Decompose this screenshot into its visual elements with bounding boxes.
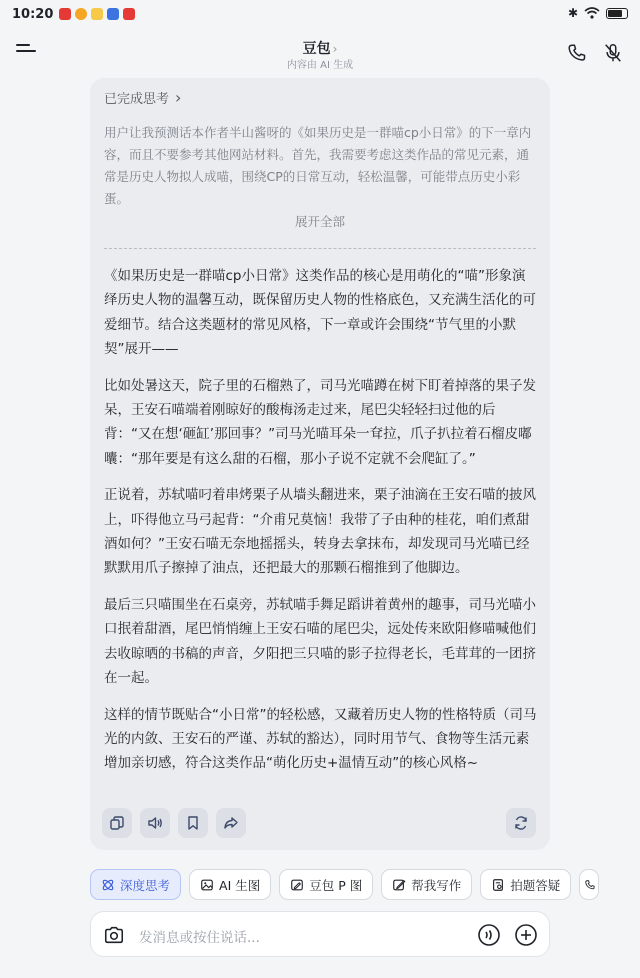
app-notification-icon: [91, 8, 103, 20]
app-notification-icon: [59, 8, 71, 20]
bookmark-icon: [185, 815, 201, 831]
ai-message-card: [90, 78, 550, 850]
mic-off-icon: [602, 42, 624, 64]
phone-icon: [584, 879, 596, 891]
bookmark-button[interactable]: [178, 808, 208, 838]
image-icon: [200, 878, 214, 892]
status-bar: [0, 0, 640, 28]
answer-body: [104, 264, 538, 788]
status-time: 10:20: [12, 6, 54, 22]
chat-title-text: 豆包: [302, 41, 331, 57]
tool-label: AI 生图: [219, 877, 261, 893]
regenerate-button[interactable]: [506, 808, 536, 838]
tool-more[interactable]: [579, 869, 599, 900]
voice-call-button[interactable]: [477, 923, 501, 947]
app-notification-icon: [107, 8, 119, 20]
thinking-toggle[interactable]: [104, 88, 181, 107]
tool-photo-edit[interactable]: [279, 869, 373, 900]
chevron-right-icon: ›: [175, 88, 182, 107]
voice-wave-icon: [477, 923, 501, 947]
wifi-icon: [584, 7, 600, 19]
atom-icon: [101, 878, 115, 892]
answer-paragraph: 最后三只喵围坐在石桌旁，苏轼喵手舞足蹈讲着黄州的趣事，司马光喵小口抿着甜酒，尾巴悄悄缠上王安石喵的尾巴尖，远处传来欧阳修喵喊他们去收晾晒的书稿的声音，夕阳把三只喵的影子拉得老长，毛茸茸的一团挤在一起。: [104, 596, 536, 687]
chevron-right-icon: ›: [332, 42, 338, 56]
tool-label: 豆包 P 图: [309, 877, 363, 893]
chat-header: [0, 30, 640, 74]
answer-paragraph: 正说着，苏轼喵叼着串烤栗子从墙头翻进来，栗子油滴在王安石喵的披风上，吓得他立马弓起背：“介甫兄莫恼！我带了子由种的桂花，咱们煮甜酒如何？”王安石喵无奈地摇摇头，转身去拿抹布，却发现司马光喵已经默默用爪子擦掉了油点，还把最大的那颗石榴推到了他脚边。: [104, 487, 536, 577]
tool-deep-thinking[interactable]: [90, 869, 181, 900]
bluetooth-icon: ✱: [567, 6, 578, 20]
plus-icon: [514, 923, 538, 947]
app-notification-icon: [123, 8, 135, 20]
phone-icon: [566, 42, 588, 64]
thinking-text: 用户让我预测话本作者半山酱呀的《如果历史是一群喵cp小日常》的下一章内容，而且不要参考其他网站材料。首先，我需要考虑这类作品的常见元素，通常是历史人物拟人成喵，围绕CP的日常互动，轻松温馨，可能带点历史小彩蛋。: [104, 125, 532, 206]
mute-button[interactable]: [602, 42, 624, 64]
tool-label: 拍题答疑: [510, 877, 561, 893]
divider: [104, 248, 536, 249]
tool-chips: [90, 869, 599, 900]
share-icon: [223, 815, 239, 831]
pen-icon: [392, 878, 406, 892]
tool-ai-image[interactable]: [189, 869, 271, 900]
answer-paragraph: 《如果历史是一群喵cp小日常》这类作品的核心是用萌化的“喵”形象演绎历史人物的温馨互动，既保留历史人物的性格底色，又充满生活化的可爱细节。结合这类题材的常见风格，下一章或许会围绕“节气里的小默契”展开——: [104, 268, 536, 358]
speaker-icon: [147, 815, 163, 831]
copy-icon: [109, 815, 125, 831]
copy-button[interactable]: [102, 808, 132, 838]
thinking-label: 已完成思考: [104, 92, 170, 107]
photo-edit-icon: [290, 878, 304, 892]
ai-disclaimer: 内容由 AI 生成: [286, 60, 354, 71]
battery-icon: [606, 8, 628, 19]
read-aloud-button[interactable]: [140, 808, 170, 838]
answer-paragraph: 这样的情节既贴合“小日常”的轻松感，又藏着历史人物的性格特质（司马光的内敛、王安石的严谨、苏轼的豁达），同时用节气、食物等生活元素增加亲切感，符合这类作品“萌化历史+温情互动”的核心风格~: [104, 706, 537, 772]
message-input[interactable]: 发消息或按住说话...: [139, 930, 260, 946]
share-button[interactable]: [216, 808, 246, 838]
expand-all-button[interactable]: 展开全部: [294, 214, 345, 229]
system-status: [568, 6, 628, 20]
app-notification-icon: [75, 8, 87, 20]
notification-icons: [59, 8, 135, 20]
tool-writing[interactable]: [381, 869, 472, 900]
tool-label: 帮我写作: [411, 877, 462, 893]
scan-question-icon: [491, 878, 505, 892]
message-actions: [102, 808, 246, 838]
answer-paragraph: 比如处暑这天，院子里的石榴熟了，司马光喵蹲在树下盯着掉落的果子发呆，王安石喵端着刚晾好的酸梅汤走过来，尾巴尖轻轻扫过他的后背：“又在想‘砸缸’那回事？”司马光喵耳朵一耷拉，爪子扒拉着石榴皮嘟囔：“那年要是有这么甜的石榴，那小子说不定就不会爬缸了。”: [104, 377, 536, 467]
message-input-bar: [90, 911, 550, 957]
camera-icon: [103, 924, 125, 946]
tool-label: 深度思考: [120, 877, 171, 893]
camera-button[interactable]: [103, 924, 125, 946]
tool-photo-question[interactable]: [480, 869, 571, 900]
chat-title[interactable]: [0, 38, 640, 58]
add-attachment-button[interactable]: [514, 923, 538, 947]
refresh-icon: [513, 815, 529, 831]
call-button[interactable]: [566, 42, 588, 64]
